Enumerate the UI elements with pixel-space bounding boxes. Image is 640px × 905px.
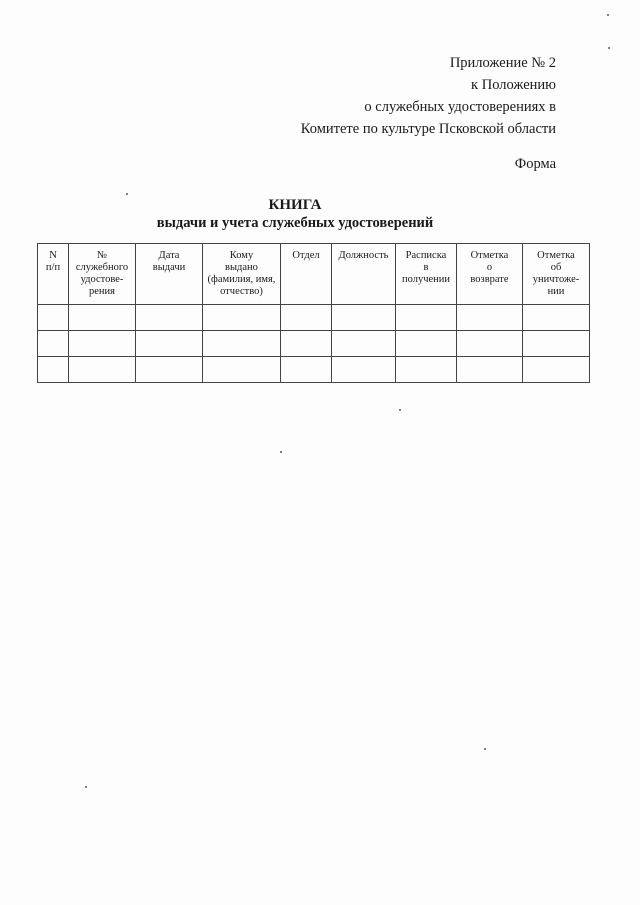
table-cell (332, 357, 396, 383)
column-header-line: рения (89, 286, 115, 297)
scan-speck (608, 47, 610, 49)
table-cell (396, 357, 457, 383)
appendix-line: о служебных удостоверениях в (364, 99, 556, 115)
table-row (38, 357, 590, 383)
table-row (38, 331, 590, 357)
table-cell (136, 331, 203, 357)
column-header-line: отчество) (220, 286, 263, 297)
column-header-line: Расписка (405, 250, 447, 261)
column-header-line: Кому (229, 250, 254, 261)
column-header-line: N (49, 250, 57, 261)
column-header-line: Дата (158, 250, 180, 261)
appendix-reference (301, 52, 556, 140)
column-header-line: п/п (45, 262, 61, 273)
table-cell (38, 305, 69, 331)
column-header-line: Должность (338, 250, 389, 261)
table-cell (136, 305, 203, 331)
table-row (38, 305, 590, 331)
column-header (69, 244, 136, 305)
table-cell (281, 305, 332, 331)
column-header (396, 244, 457, 305)
column-header-line: получении (401, 274, 451, 285)
table-cell (523, 331, 590, 357)
title-main: КНИГА (268, 197, 322, 213)
title-subtitle: выдачи и учета служебных удостоверений (156, 215, 434, 231)
column-header-line: возврате (470, 274, 509, 285)
scan-speck (126, 193, 128, 195)
table-cell (38, 357, 69, 383)
table-cell (396, 331, 457, 357)
table-cell (523, 357, 590, 383)
table-cell (457, 357, 523, 383)
table-cell (457, 331, 523, 357)
column-header-line: (фамилия, имя, (207, 274, 276, 285)
column-header (332, 244, 396, 305)
table-cell (203, 305, 281, 331)
appendix-line: Приложение № 2 (449, 55, 556, 71)
table-cell (281, 331, 332, 357)
scan-speck (607, 14, 609, 16)
register-table (37, 243, 590, 383)
column-header-line: № (96, 250, 108, 261)
column-header-line: об (550, 262, 562, 273)
table-body (38, 305, 590, 383)
table-cell (281, 357, 332, 383)
column-header-line: о (486, 262, 493, 273)
column-header-line: выдано (225, 262, 258, 273)
appendix-line: к Положению (471, 77, 556, 93)
table-cell (332, 331, 396, 357)
column-header-line: нии (547, 286, 565, 297)
column-header-line: Отметка (537, 250, 575, 261)
column-header-line: удостове- (80, 274, 124, 285)
column-header (203, 244, 281, 305)
table-cell (203, 331, 281, 357)
table-cell (69, 305, 136, 331)
column-header-line: в (423, 262, 429, 273)
table-header-row (38, 244, 590, 305)
table-cell (38, 331, 69, 357)
column-header (457, 244, 523, 305)
table-cell (69, 357, 136, 383)
form-label: Форма (514, 156, 556, 172)
table-cell (203, 357, 281, 383)
column-header (523, 244, 590, 305)
document-title (0, 196, 590, 232)
column-header-line: Отдел (292, 250, 320, 261)
column-header-line: служебного (75, 262, 129, 273)
column-header-line: Отметка (470, 250, 509, 261)
column-header (38, 244, 69, 305)
table-cell (332, 305, 396, 331)
table-cell (523, 305, 590, 331)
scan-speck (85, 786, 87, 788)
column-header (136, 244, 203, 305)
scan-speck (484, 748, 486, 750)
column-header-line: выдачи (152, 262, 186, 273)
column-header (281, 244, 332, 305)
scan-speck (399, 409, 401, 411)
table-cell (136, 357, 203, 383)
table-cell (69, 331, 136, 357)
column-header-line: уничтоже- (532, 274, 580, 285)
table-cell (396, 305, 457, 331)
appendix-line: Комитете по культуре Псковской области (300, 121, 556, 137)
scan-speck (280, 451, 282, 453)
table-cell (457, 305, 523, 331)
